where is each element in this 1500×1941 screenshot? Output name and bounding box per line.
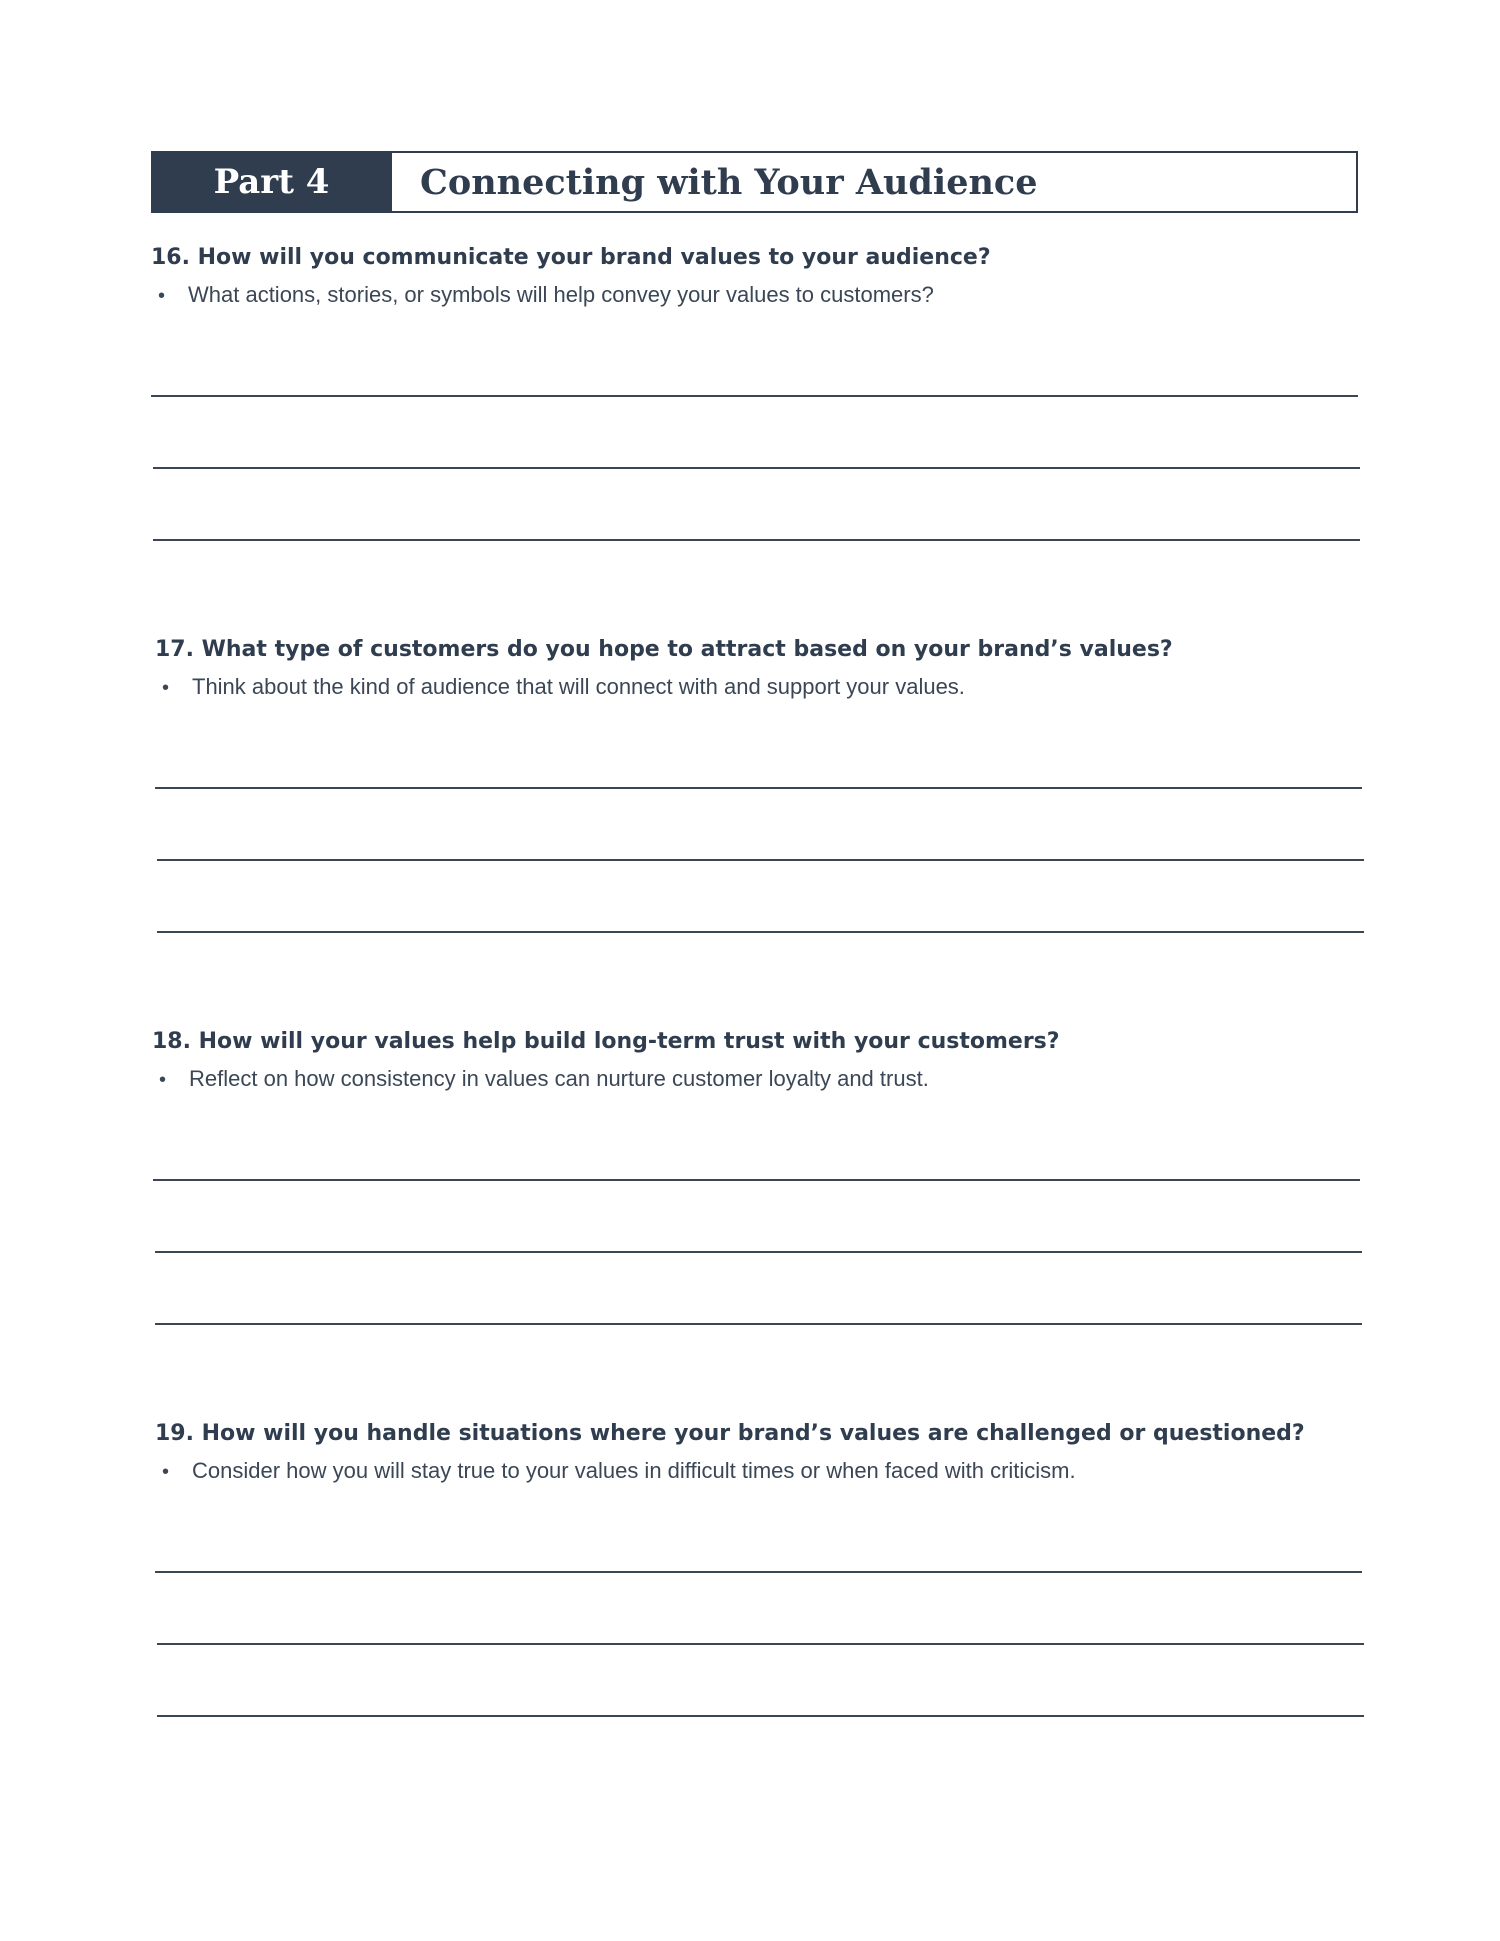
answer-line[interactable] bbox=[155, 1571, 1362, 1573]
answer-line[interactable] bbox=[155, 1323, 1362, 1325]
section-header bbox=[151, 151, 1358, 213]
question-18 bbox=[0, 1029, 1500, 1329]
question-title: 16. How will you communicate your brand values to your audience? bbox=[151, 245, 991, 270]
answer-line[interactable] bbox=[157, 1643, 1364, 1645]
answer-line[interactable] bbox=[157, 931, 1364, 933]
bullet-icon: • bbox=[162, 677, 170, 699]
question-title: 18. How will your values help build long-term trust with your customers? bbox=[152, 1029, 1060, 1054]
question-hint bbox=[159, 1066, 929, 1092]
question-16 bbox=[0, 245, 1500, 545]
answer-line[interactable] bbox=[157, 859, 1364, 861]
question-19 bbox=[0, 1421, 1500, 1721]
answer-line[interactable] bbox=[155, 1251, 1362, 1253]
question-hint-text: What actions, stories, or symbols will help convey your values to customers? bbox=[188, 282, 934, 307]
bullet-icon: • bbox=[162, 1461, 170, 1483]
answer-line[interactable] bbox=[153, 539, 1360, 541]
question-17 bbox=[0, 637, 1500, 937]
answer-line[interactable] bbox=[153, 467, 1360, 469]
question-title: 17. What type of customers do you hope to attract based on your brand’s values? bbox=[155, 637, 1173, 662]
bullet-icon: • bbox=[159, 1069, 167, 1091]
answer-line[interactable] bbox=[151, 395, 1358, 397]
answer-line[interactable] bbox=[157, 1715, 1364, 1717]
question-hint-text: Reflect on how consistency in values can nurture customer loyalty and trust. bbox=[189, 1066, 929, 1091]
question-hint-text: Consider how you will stay true to your values in difficult times or when faced with criticism. bbox=[192, 1458, 1076, 1483]
answer-line[interactable] bbox=[155, 787, 1362, 789]
section-title: Connecting with Your Audience bbox=[392, 151, 1358, 213]
part-label: Part 4 bbox=[151, 151, 392, 213]
bullet-icon: • bbox=[158, 285, 166, 307]
question-hint bbox=[158, 282, 934, 308]
question-hint bbox=[162, 1458, 1076, 1484]
answer-line[interactable] bbox=[153, 1179, 1360, 1181]
question-title: 19. How will you handle situations where your brand’s values are challenged or questioned? bbox=[155, 1421, 1305, 1446]
question-hint bbox=[162, 674, 965, 700]
question-hint-text: Think about the kind of audience that will connect with and support your values. bbox=[192, 674, 965, 699]
